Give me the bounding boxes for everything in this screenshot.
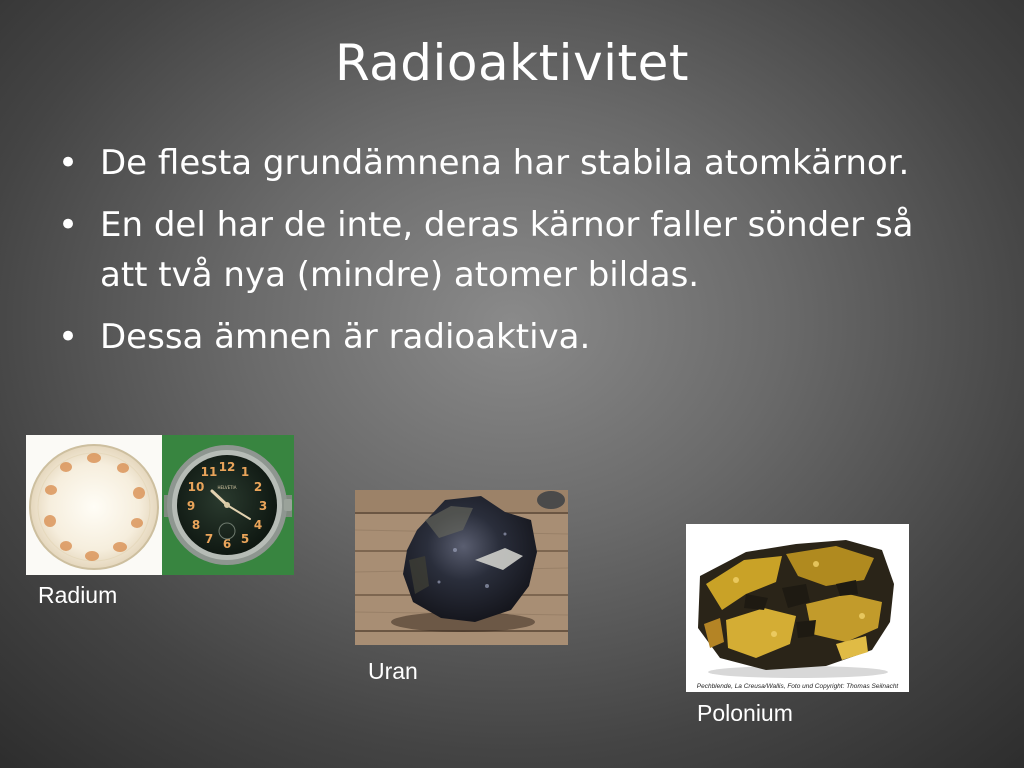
bullet-icon: • (58, 317, 79, 357)
bullet-item (56, 200, 956, 300)
bullet-text: Dessa ämnen är radioaktiva. (100, 317, 591, 357)
svg-text:5: 5 (240, 532, 250, 546)
svg-text:1: 1 (240, 465, 250, 479)
radium-dish-and-watch-photo (26, 435, 294, 575)
bullet-item (56, 312, 956, 362)
watch-brand: HELVETIA (217, 485, 237, 490)
photo-credit: Pechblende, La Creusa/Wallis, Foto und Copyright: Thomas Seilnacht (696, 683, 899, 690)
svg-text:11: 11 (200, 465, 218, 479)
svg-text:4: 4 (253, 518, 263, 532)
bullet-item (56, 138, 956, 188)
uran-image (355, 490, 568, 645)
polonium-image (686, 524, 909, 692)
svg-text:2: 2 (253, 480, 263, 494)
bullet-icon: • (58, 143, 79, 183)
radium-caption: Radium (38, 582, 118, 608)
svg-text:12: 12 (218, 460, 236, 474)
bullet-list (56, 138, 956, 374)
uranium-ore-photo (355, 490, 568, 645)
bullet-text: De flesta grundämnena har stabila atomkärnor. (100, 143, 910, 183)
svg-text:3: 3 (258, 499, 268, 513)
polonium-caption: Polonium (697, 700, 793, 726)
polonium-ore-photo (686, 524, 909, 692)
uran-caption: Uran (368, 658, 418, 684)
svg-text:7: 7 (204, 532, 214, 546)
svg-text:9: 9 (186, 499, 196, 513)
svg-text:6: 6 (222, 537, 232, 551)
slide-title: Radioaktivitet (334, 34, 690, 92)
svg-text:8: 8 (191, 518, 201, 532)
bullet-icon: • (58, 205, 79, 245)
radium-image (26, 435, 294, 575)
bullet-text: En del har de inte, deras kärnor faller sönder så att två nya (mindre) atomer bildas. (100, 205, 914, 295)
svg-text:10: 10 (187, 480, 205, 494)
